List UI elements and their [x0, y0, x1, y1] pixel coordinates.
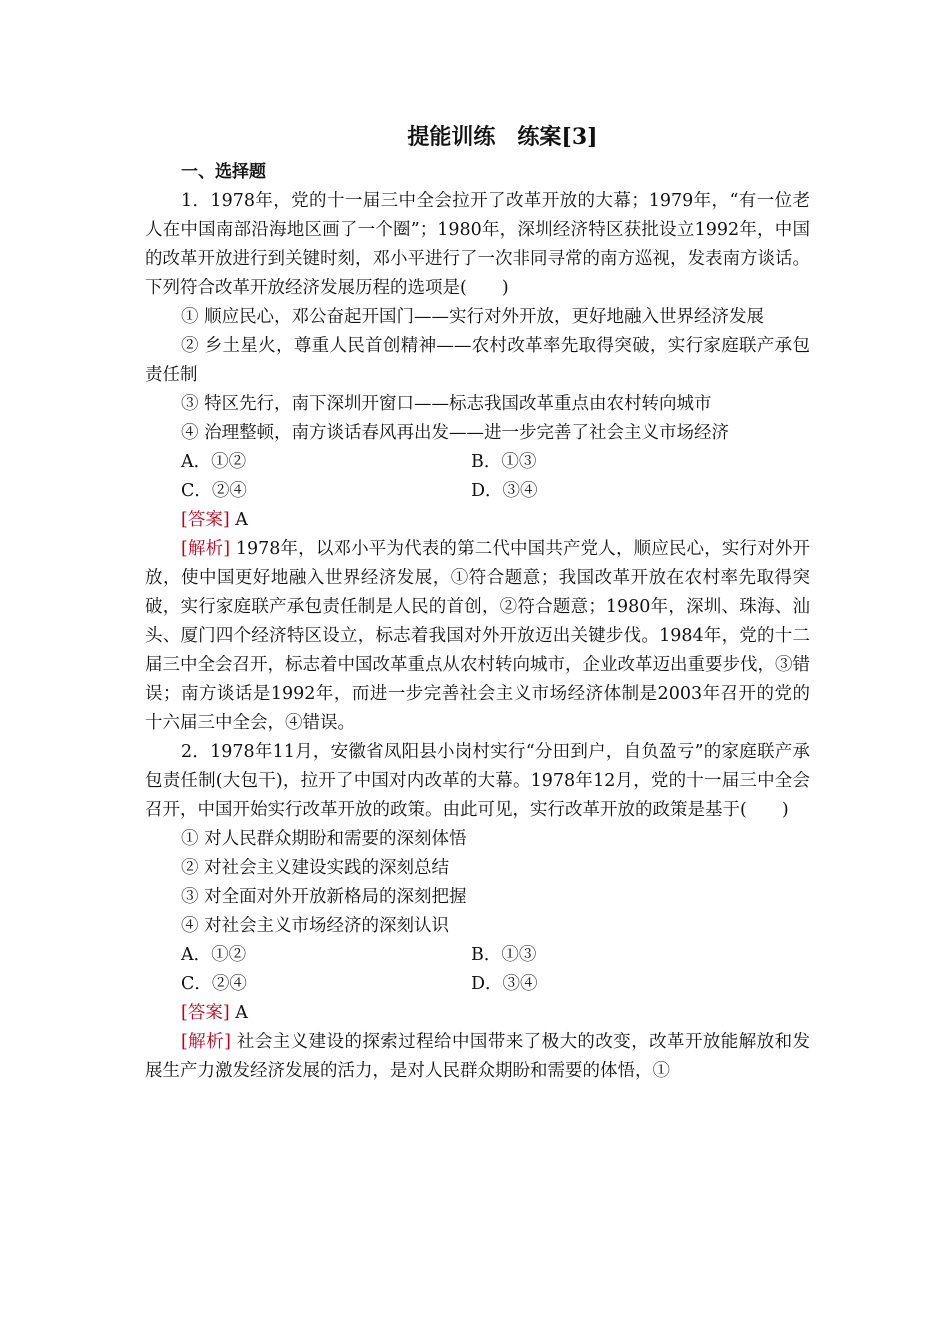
- question-2-choices-row-1: [181, 941, 810, 970]
- question-1-item-2: ② 乡土星火，尊重人民首创精神——农村改革率先取得突破，实行家庭联产承包责任制: [145, 336, 810, 385]
- question-2-choice-d: D．③④: [471, 974, 538, 994]
- question-2-choice-b: B．①③: [471, 945, 537, 965]
- question-1-analysis: [145, 535, 810, 738]
- answer-value: A: [235, 510, 248, 530]
- question-2-choice-a: A．①②: [181, 945, 247, 965]
- answer-tag: [答案]: [181, 1003, 230, 1023]
- question-2-item-1: ① 对人民群众期盼和需要的深刻体悟: [181, 829, 467, 849]
- section-heading: 一、选择题: [181, 162, 266, 182]
- question-2-choice-c: C．②④: [181, 974, 247, 994]
- answer-value: A: [235, 1003, 248, 1023]
- question-1-choices-row-1: [181, 448, 810, 477]
- question-2-item-3: ③ 对全面对外开放新格局的深刻把握: [181, 887, 467, 907]
- analysis-tag: [解析]: [181, 539, 231, 559]
- page-title: 提能训练 练案[3]: [407, 124, 598, 150]
- question-1-item-1: ① 顺应民心，邓公奋起开国门——实行对外开放，更好地融入世界经济发展: [181, 307, 765, 327]
- question-1-choices-row-2: [181, 477, 810, 506]
- question-1-choice-a: A．①②: [181, 452, 247, 472]
- question-2-answer: [181, 999, 810, 1028]
- question-1-item-4: ④ 治理整顿，南方谈话春风再出发——进一步完善了社会主义市场经济: [181, 423, 730, 443]
- question-2-analysis: [145, 1028, 810, 1086]
- question-2-item-4: ④ 对社会主义市场经济的深刻认识: [181, 916, 450, 936]
- question-2-stem: 2．1978年11月，安徽省凤阳县小岗村实行“分田到户，自负盈亏”的家庭联产承包责任制(大包干)，拉开了中国对内改革的大幕。1978年12月，党的十一届三中全会召开，中国开始实行改革开放的政策。由此可见，实行改革开放的政策是基于( ): [145, 742, 810, 820]
- question-2-item-2: ② 对社会主义建设实践的深刻总结: [181, 858, 450, 878]
- question-1-stem: 1．1978年，党的十一届三中全会拉开了改革开放的大幕；1979年，“有一位老人在中国南部沿海地区画了一个圈”；1980年，深圳经济特区获批设立1992年，中国的改革开放进行到关键时刻，邓小平进行了一次非同寻常的南方巡视，发表南方谈话。下列符合改革开放经济发展历程的选项是( ): [145, 191, 810, 298]
- question-1-choice-c: C．②④: [181, 481, 247, 501]
- analysis-text: 1978年，以邓小平为代表的第二代中国共产党人，顺应民心，实行对外开放，使中国更好地融入世界经济发展，①符合题意；我国改革开放在农村率先取得突破，实行家庭联产承包责任制是人民的首创，②符合题意；1980年，深圳、珠海、汕头、厦门四个经济特区设立，标志着我国对外开放迈出关键步伐。1984年，党的十二届三中全会召开，标志着中国改革重点从农村转向城市，企业改革迈出重要步伐，③错误；南方谈话是1992年，而进一步完善社会主义市场经济体制是2003年召开的党的十六届三中全会，④错误。: [145, 539, 810, 733]
- question-1-choice-b: B．①③: [471, 452, 537, 472]
- answer-tag: [答案]: [181, 510, 230, 530]
- analysis-text: 社会主义建设的探索过程给中国带来了极大的改变，改革开放能解放和发展生产力激发经济发展的活力，是对人民群众期盼和需要的体悟，①: [145, 1032, 810, 1081]
- question-1-answer: [181, 506, 810, 535]
- question-2-choices-row-2: [181, 970, 810, 999]
- question-1-choice-d: D．③④: [471, 481, 538, 501]
- analysis-tag: [解析]: [181, 1032, 231, 1052]
- document-page: [145, 120, 810, 1086]
- question-1-item-3: ③ 特区先行，南下深圳开窗口——标志我国改革重点由农村转向城市: [181, 394, 712, 414]
